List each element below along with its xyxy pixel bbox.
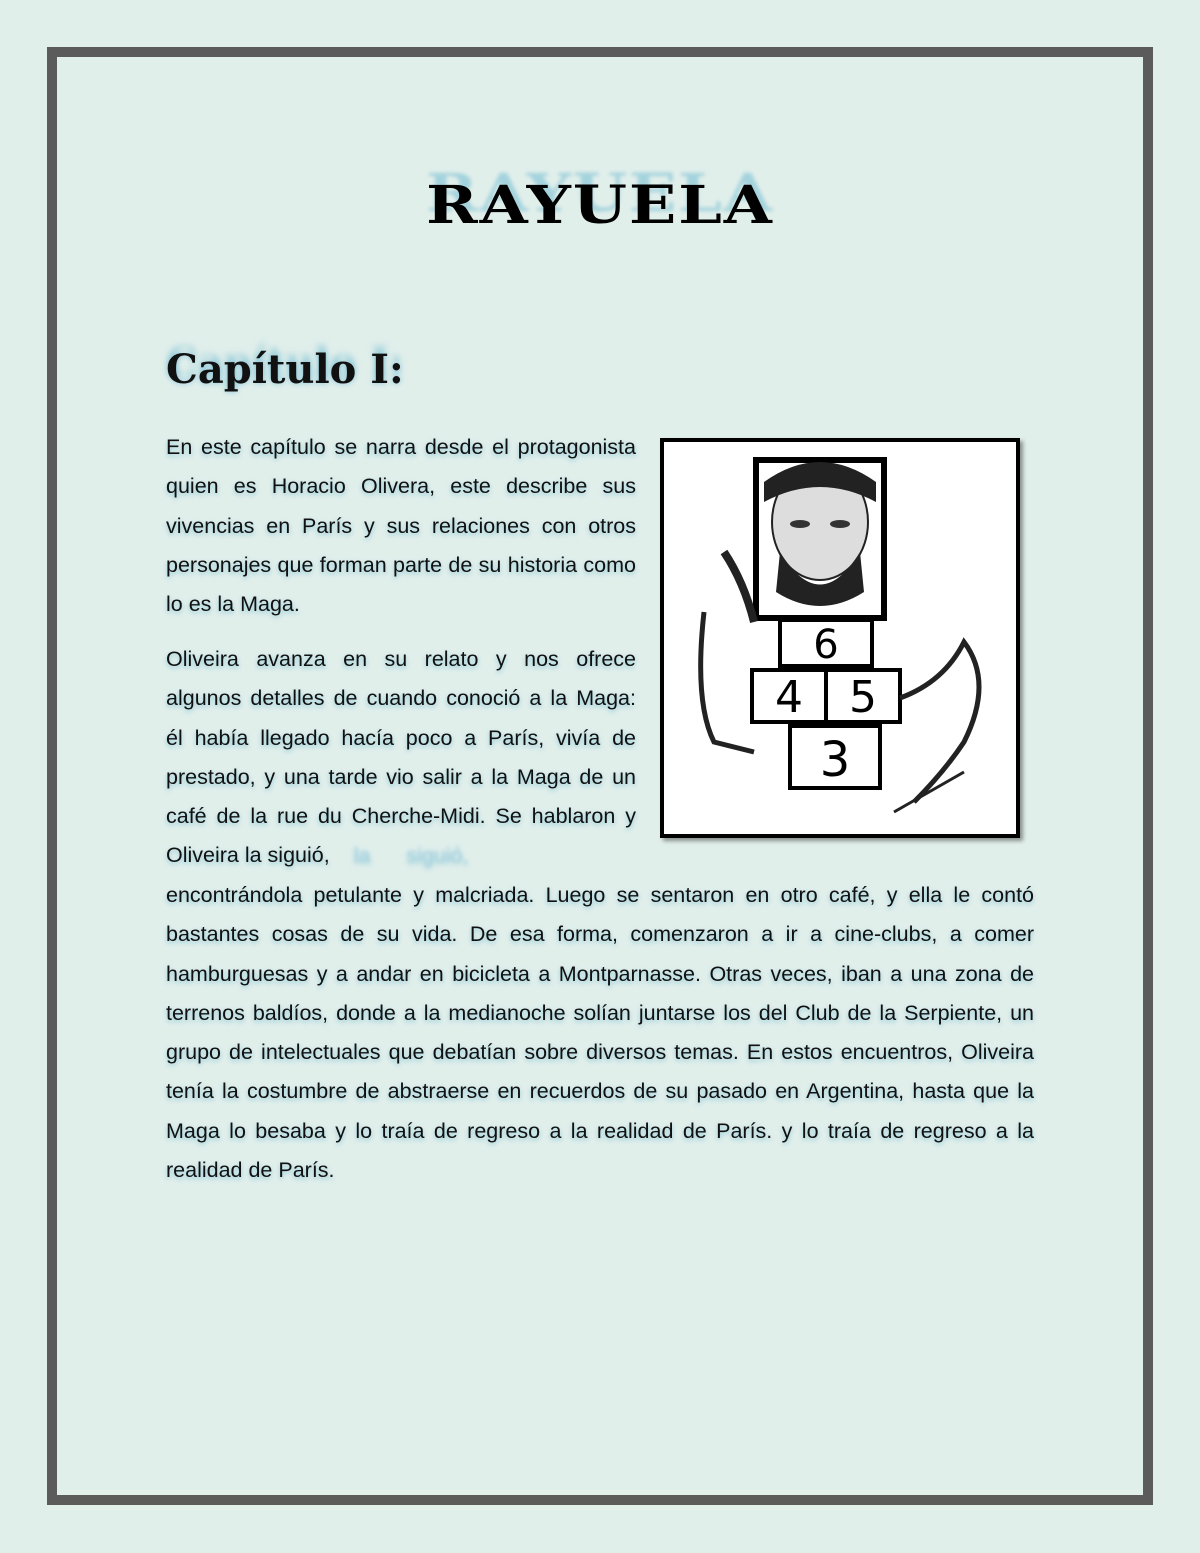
ghost-text: la siguió,	[353, 843, 469, 868]
paragraph-2	[166, 640, 636, 876]
hopscotch-number: 5	[849, 672, 877, 723]
document-title: RAYUELA	[426, 173, 774, 236]
hopscotch-number: 3	[819, 732, 851, 788]
hopscotch-number: 6	[813, 622, 839, 668]
hopscotch-number: 4	[775, 672, 803, 723]
chapter-heading: Capítulo I:	[166, 346, 404, 393]
paragraph-2-continued: encontrándola petulante y malcriada. Luego se sentaron en otro café, y ella le contó bastantes cosas de su vida. De esa forma, comenzaron a ir a cine-clubs, a comer hamburguesas y a andar en bicicleta a Montparnasse. Otras veces, iban a una zona de terrenos baldíos, donde a la medianoche solían juntarse los del Club de la Serpiente, un grupo de intelectuales que debatían sobre diversos temas. En estos encuentros, Oliveira tenía la costumbre de abstraerse en recuerdos de su pasado en Argentina, hasta que la Maga lo besaba y lo traía de regreso a la realidad de París. y lo traía de regreso a la realidad de París.	[166, 883, 1034, 1183]
paragraph-1: En este capítulo se narra desde el protagonista quien es Horacio Olivera, este describe sus vivencias en París y sus relaciones con otros personajes que forman parte de su historia como lo es la Maga.	[166, 435, 636, 617]
paragraph-2-text: Oliveira avanza en su relato y nos ofrece algunos detalles de cuando conoció a la Maga: él había llegado hacía poco a París, vivía de prestado, y una tarde vio salir a la Maga de un café de la rue du Cherche-Midi. Se hablaron y Oliveira la siguió,	[166, 647, 636, 868]
cortazar-hopscotch-illustration	[660, 438, 1020, 838]
